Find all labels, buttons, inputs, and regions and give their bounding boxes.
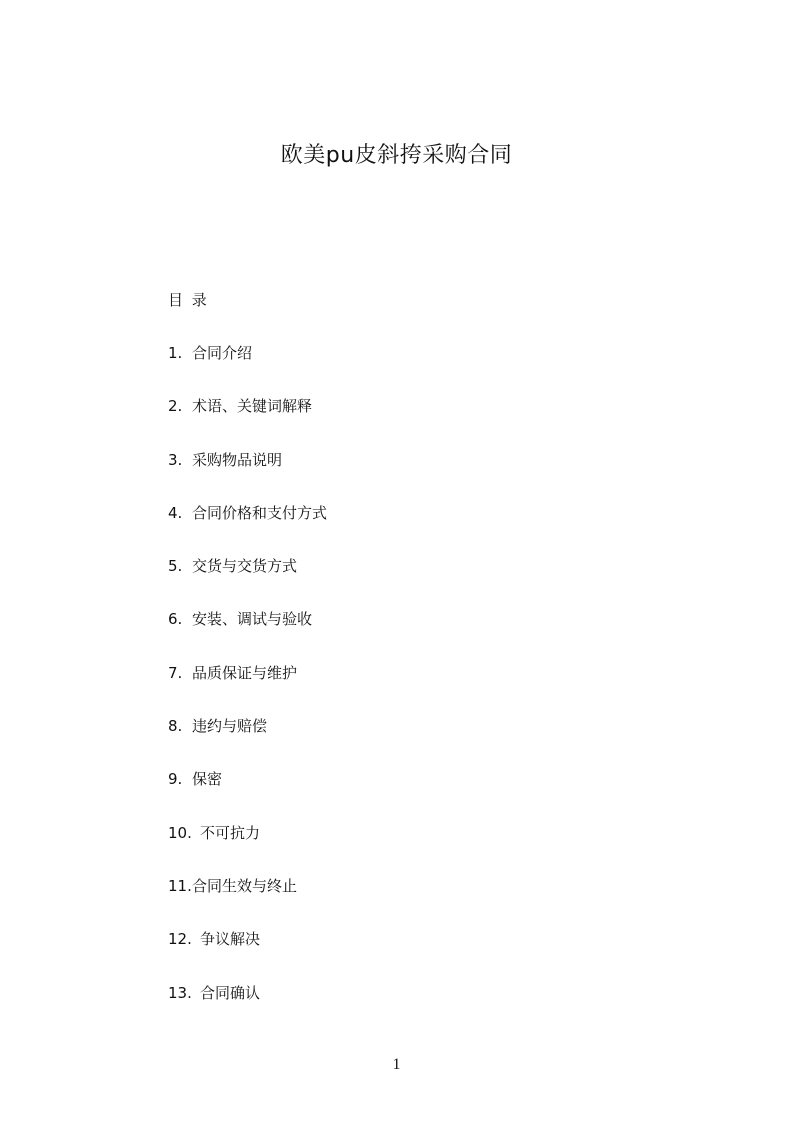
toc-item [168, 609, 327, 662]
toc-item-number: 8. [168, 717, 183, 736]
toc-item [168, 450, 327, 503]
toc-item-label: 保密 [192, 770, 223, 789]
toc-item [168, 396, 327, 449]
toc-item-label: 合同介绍 [192, 344, 253, 362]
table-of-contents [168, 343, 327, 1036]
toc-item-number: 3. [168, 450, 183, 469]
toc-item-number: 2. [168, 397, 183, 416]
toc-item-number: 5. [168, 557, 183, 576]
toc-item [168, 503, 327, 556]
toc-item [168, 663, 327, 716]
toc-item [168, 929, 327, 982]
toc-item-label: 合同确认 [200, 983, 261, 1002]
toc-item-number: 11. [168, 876, 192, 895]
toc-item-number: 6. [168, 610, 183, 629]
toc-item [168, 876, 327, 929]
toc-item-label: 争议解决 [200, 930, 261, 949]
toc-item-label: 采购物品说明 [192, 450, 283, 469]
toc-item [168, 983, 327, 1036]
toc-item [168, 343, 327, 396]
toc-item-number: 4. [168, 503, 183, 522]
toc-item-label: 品质保证与维护 [192, 663, 298, 682]
toc-item-label: 违约与赔偿 [192, 717, 268, 736]
toc-item-number: 13. [168, 983, 192, 1002]
toc-item [168, 823, 327, 876]
document-title: 欧美pu皮斜挎采购合同 [280, 143, 513, 168]
toc-item-number: 9. [168, 770, 183, 789]
toc-item-number: 10. [168, 823, 192, 842]
toc-item-label: 合同生效与终止 [192, 876, 298, 895]
toc-item-label: 安装、调试与验收 [192, 610, 313, 629]
toc-item-number: 7. [168, 663, 183, 682]
toc-item-label: 不可抗力 [200, 823, 261, 842]
toc-item [168, 716, 327, 769]
toc-item-number: 12. [168, 930, 192, 949]
toc-heading: 目 录 [168, 291, 207, 309]
toc-item-label: 术语、关键词解释 [192, 397, 313, 416]
page-number: 1 [392, 1056, 401, 1073]
toc-item-number: 1. [168, 344, 183, 362]
toc-item-label: 交货与交货方式 [192, 557, 298, 576]
toc-item [168, 556, 327, 609]
toc-item [168, 769, 327, 822]
toc-item-label: 合同价格和支付方式 [192, 503, 328, 522]
